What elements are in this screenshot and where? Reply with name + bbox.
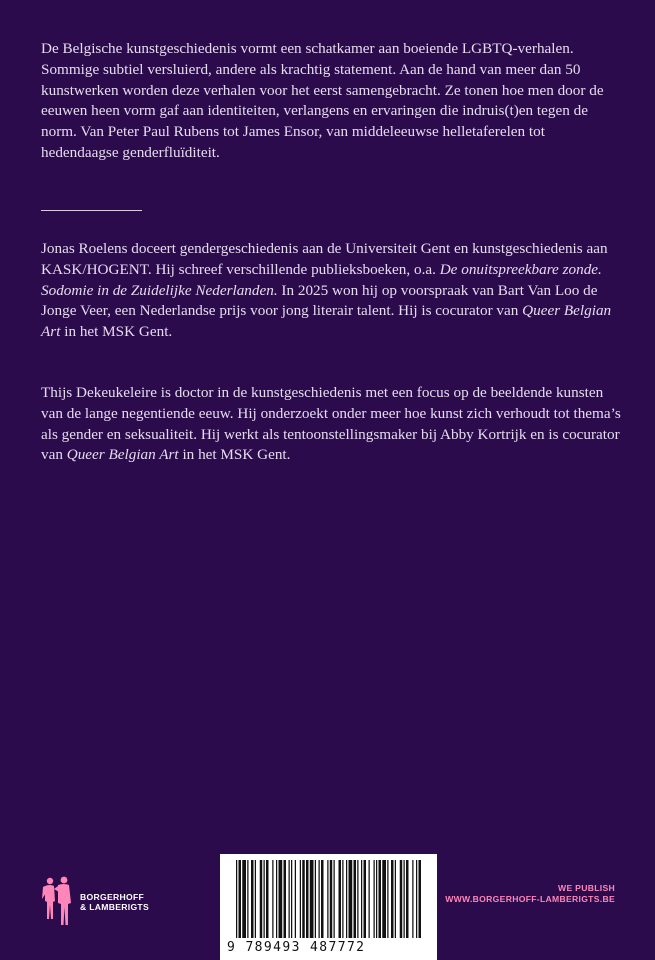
barcode-bar	[369, 860, 370, 938]
barcode-bar	[247, 860, 248, 938]
barcode-bar	[300, 860, 301, 938]
barcode-bar	[416, 860, 417, 938]
barcode-bar	[404, 860, 405, 938]
barcode-bar	[327, 860, 328, 938]
bio-roelens-part1: Jonas Roelens doceert gendergeschiedenis aan de Universiteit Gent en kunstgeschiedenis aan KASK/HOGENT. Hij schreef verschillende publieksboeken, o.a.	[41, 240, 608, 278]
bio-dekeukeleire-text	[41, 383, 621, 466]
barcode-bar	[264, 860, 265, 938]
publisher-name	[80, 892, 149, 912]
barcode-bar	[376, 860, 377, 938]
intro-text: De Belgische kunstgeschiedenis vormt een schatkamer aan boeiende LGBTQ-verhalen. Sommige subtiel versluierd, andere als krachtig statement. Aan de hand van meer dan 50 kunstwerken worden deze verhalen voor het eerst samengebracht. Ze tonen hoe men door de eeuwen heen vorm gaf aan identiteiten, verlangens en ervaringen die indruis(t)en tegen de norm. Van Peter Paul Rubens tot James Ensor, van middeleeuwse helletaferelen tot hedendaagse genderfluïditeit.	[41, 40, 604, 161]
barcode-bar	[346, 860, 347, 938]
barcode-bar	[419, 860, 422, 938]
barcode-bar	[276, 860, 277, 938]
barcode-bar	[412, 860, 413, 938]
bio-dekeukeleire-part2: in het MSK Gent.	[178, 446, 291, 464]
exhibition-title: Queer Belgian Art	[66, 446, 179, 464]
publisher-logo-icon	[40, 875, 76, 931]
barcode-digits: 9 789493 487772	[227, 940, 366, 955]
barcode-bar	[374, 860, 375, 938]
barcode-bar	[272, 860, 273, 938]
bio-roelens-text	[41, 239, 621, 343]
barcode-bar	[361, 860, 362, 938]
bio-dekeukeleire-part1: Thijs Dekeukeleire is doctor in de kunstgeschiedenis met een focus op de beeldende kunsten van de lange negentiende eeuw. Hij onderzoekt onder meer hoe kunst zich verhoudt tot thema’s als gender en seksualiteit. Hij werkt als tentoonstellingsmaker bij Abby Kortrijk en is cocurator van	[41, 384, 621, 464]
bio-jonas-roelens	[41, 239, 621, 343]
barcode-bar	[339, 860, 342, 938]
barcode-bar	[279, 860, 283, 938]
barcode-bar	[242, 860, 246, 938]
barcode-bar	[266, 860, 269, 938]
barcode-bar	[289, 860, 290, 938]
barcode-bar	[251, 860, 254, 938]
barcode-bar	[364, 860, 367, 938]
barcode-bar	[395, 860, 396, 938]
book-title: De onuitspreekbare zonde. Sodomie in de Zuidelijke Nederlanden.	[41, 260, 602, 299]
bio-roelens-part3: in het MSK Gent.	[60, 323, 173, 341]
barcode-bar	[319, 860, 320, 938]
barcode-bar	[284, 860, 287, 938]
barcode-bar	[357, 860, 358, 938]
barcode-bar	[302, 860, 305, 938]
barcode-bar	[354, 860, 357, 938]
publisher-name-line1: BORGERHOFF	[80, 892, 145, 902]
barcode-bar	[330, 860, 333, 938]
barcode-bars	[236, 860, 421, 938]
exhibition-title: Queer Belgian Art	[41, 302, 612, 341]
intro-paragraph	[41, 39, 621, 164]
publisher-name-line2: & LAMBERIGTS	[80, 902, 150, 912]
barcode-bar	[295, 860, 296, 938]
isbn-barcode	[220, 854, 437, 960]
barcode-bar	[306, 860, 309, 938]
barcode-bar	[236, 860, 237, 938]
barcode-bar	[382, 860, 386, 938]
barcode-bar	[291, 860, 292, 938]
publisher-website-link[interactable]: WWW.BORGERHOFF-LAMBERIGTS.BE	[445, 894, 615, 904]
barcode-bar	[321, 860, 324, 938]
barcode-bar	[379, 860, 382, 938]
barcode-bar	[260, 860, 263, 938]
barcode-bar	[400, 860, 403, 938]
section-divider	[41, 210, 142, 211]
barcode-bar	[239, 860, 242, 938]
barcode-bar	[406, 860, 409, 938]
barcode-bar	[334, 860, 335, 938]
bio-thijs-dekeukeleire	[41, 383, 621, 466]
barcode-bar	[387, 860, 388, 938]
barcode-bar	[342, 860, 343, 938]
barcode-bar	[255, 860, 256, 938]
publisher-tagline-block	[445, 883, 615, 905]
barcode-bar	[310, 860, 314, 938]
bio-roelens-part2: In 2025 won hij op voorspraak van Bart Van Loo de Jonge Veer, een Nederlandse prijs voor jong literair talent. Hij is cocurator van	[41, 281, 598, 320]
barcode-bar	[315, 860, 316, 938]
barcode-bar	[391, 860, 394, 938]
publisher-tagline: WE PUBLISH	[558, 883, 615, 893]
barcode-bar	[349, 860, 353, 938]
